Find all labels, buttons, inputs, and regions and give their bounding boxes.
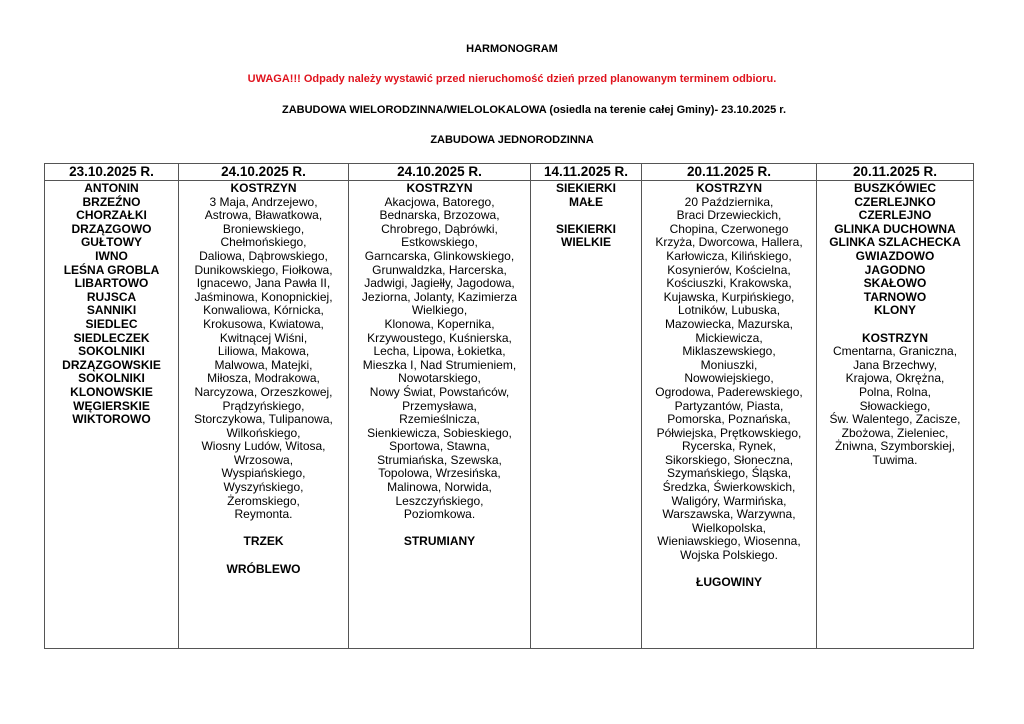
street-list-line: Wrzosowa, [233,452,294,467]
locality-name: BRZEŹNO [82,194,141,209]
locality-name: JAGODNO [864,262,926,277]
locality-name: IWNO [95,248,128,263]
locality-name: SOKOLNIKI [78,371,145,386]
header-row [45,164,974,181]
street-list-line: Lotników, Lubuska, [677,303,781,318]
street-list-line: Malinowa, Norwida, [387,480,492,495]
date-header: 23.10.2025 R. [45,164,179,181]
street-list-line: Nowy Świat, Powstańców, [369,384,510,399]
locality-name: WIELKIE [561,235,611,250]
street-list-line [642,563,816,577]
locality-name: LIBARTOWO [74,276,149,291]
street-list-line: Żeromskiego, [227,493,300,508]
street-list-line: Waligóry, Warmińska, [671,493,787,508]
street-list-line: Ogrodowa, Paderewskiego, [655,384,803,399]
locality-name: SANNIKI [86,303,137,318]
street-list-line [817,318,973,332]
locality-name: GUŁTOWY [80,235,143,250]
document-title: HARMONOGRAM [466,43,558,55]
street-list-line: Grunwaldzka, Harcerska, [372,262,507,277]
locality-name: KOSTRZYN [406,181,473,195]
street-list-line: Lecha, Lipowa, Łokietka, [373,344,506,359]
locality-name: MAŁE [569,194,603,209]
locality-name: TRZEK [243,534,284,549]
street-list-line: Wielkopolska, [691,520,767,535]
street-list-line: Średzka, Świerkowskich, [662,480,796,495]
single-family-heading: ZABUDOWA JEDNORODZINNA [430,134,594,146]
schedule-cell [642,181,817,649]
street-list-line: Akacjowa, Batorego, [384,194,495,209]
street-list-line: Polna, Rolna, [858,384,932,399]
street-list-line: Strumiańska, Szewska, [377,452,502,467]
locality-name: SOKOLNIKI [78,344,145,359]
street-list-line: Narcyzowa, Orzeszkowej, [194,384,333,399]
street-list-line: Cmentarna, Graniczna, [832,344,958,359]
date-header: 20.11.2025 R. [817,164,974,181]
street-list-line: Pomorska, Poznańska, [667,412,791,427]
locality-name: CZERLEJNO [858,208,932,223]
street-list-line: Poziomkowa. [403,507,476,522]
locality-name: SIEKIERKI [555,181,616,195]
street-list-line: Estkowskiego, [401,235,478,250]
street-list-line: Kujawska, Kurpińskiego, [663,289,795,304]
street-list-line: Mickiewicza, [695,330,763,345]
street-list-line: Mazowiecka, Mazurska, [664,316,794,331]
street-list-line [531,209,641,223]
street-list-line: Moniuszki, [700,357,758,372]
schedule-cell [179,181,349,649]
street-list-line: Krzyża, Dworcowa, Hallera, [655,235,803,250]
street-list-line: Wojska Polskiego. [680,548,778,563]
street-list-line: Wiosny Ludów, Witosa, [201,439,326,454]
date-header: 14.11.2025 R. [531,164,642,181]
body-row [45,181,974,649]
street-list-line: Wyszyńskiego, [223,480,304,495]
street-list-line: Klonowa, Kopernika, [384,316,495,331]
street-list-line: Bednarska, Brzozowa, [379,208,500,223]
street-list-line: Nowowiejskiego, [684,371,774,386]
locality-name: SKAŁOWO [863,276,927,291]
street-list-line: Astrowa, Bławatkowa, [204,208,323,223]
street-list-line: Leszczyńskiego, [395,493,484,508]
street-list-line: Rycerska, Rynek, [681,439,777,454]
street-list-line: Wilkońskiego, [226,425,301,440]
schedule-table [44,163,974,649]
street-list-line: Kwitnącej Wiśni, [219,330,308,345]
street-list-line: Jeziorna, Jolanty, Kazimierza [361,289,518,304]
locality-name: GWIAZDOWO [855,248,935,263]
locality-name: DRZĄZGOWSKIE [62,357,161,372]
street-list-line: Partyzantów, Piasta, [674,398,784,413]
street-list-line: Przemysława, [402,398,477,413]
street-list-line: Sportowa, Stawna, [389,439,490,454]
locality-name: WIKTOROWO [72,412,151,427]
street-list-line: Prądzyńskiego, [222,398,305,413]
multi-family-heading: ZABUDOWA WIELORODZINNA/WIELOLOKALOWA (osiedla na terenie całej Gminy)- 23.10.2025 r. [281,104,787,116]
locality-name: CHORZAŁKI [76,208,147,223]
locality-name: ŁUGOWINY [696,575,762,590]
street-list-line: Szymańskiego, Śląska, [666,466,792,481]
street-list-line: Żniwna, Szymborskiej, [834,439,956,454]
street-list-line: Karłowicza, Kilińskiego, [666,248,792,263]
locality-name: GLINKA DUCHOWNA [834,221,956,236]
street-list-line [179,549,348,563]
street-list-line: Ignacewo, Jana Pawła II, [196,276,331,291]
street-list-line: Krajowa, Okrężna, [845,371,945,386]
street-list-line: Jana Brzechwy, [853,357,937,372]
locality-name: CZERLEJNKO [854,194,936,209]
locality-name: SIEDLECZEK [73,330,150,345]
locality-name: SIEDLEC [85,316,138,331]
street-list-line: Wyspiańskiego, [221,466,306,481]
street-list-line: Braci Drzewieckich, [676,208,782,223]
locality-name: LEŚNA GROBLA [63,262,160,277]
locality-name: BUSZKÓWIEC [854,181,936,195]
street-list-line: Św. Walentego, Zacisze, [829,412,961,427]
street-list-line: Konwaliowa, Kórnicka, [203,303,324,318]
locality-name: WRÓBLEWO [226,561,301,576]
street-list-line: Dunikowskiego, Fiołkowa, [194,262,333,277]
street-list-line: Mieszka I, Nad Strumieniem, [362,357,517,372]
street-list-line: Tuwima. [872,452,918,467]
locality-name: GLINKA SZLACHECKA [829,235,961,250]
street-list-line: 20 Października, [684,194,774,209]
street-list-line: Rzemieślnicza, [399,412,480,427]
street-list-line: Garncarska, Glinkowskiego, [364,248,515,263]
street-list-line: Sienkiewicza, Sobieskiego, [367,425,512,440]
street-list-line: Daliowa, Dąbrowskiego, [199,248,328,263]
street-list-line: Chełmońskiego, [220,235,307,250]
street-list-line: Wieniawskiego, Wiosenna, [657,534,801,549]
street-list-line: Miklaszewskiego, [682,344,776,359]
locality-name: KOSTRZYN [862,330,928,345]
schedule-cell [531,181,642,649]
street-list-line: Topolowa, Wrzesińska, [378,466,501,481]
locality-name: DRZĄZGOWO [71,221,152,236]
street-list-line: Chrobrego, Dąbrówki, [381,221,498,236]
street-list-line: Półwiejska, Prętkowskiego, [656,425,802,440]
street-list-line [349,522,530,536]
street-list-line: Broniewskiego, [222,221,305,236]
date-header: 20.11.2025 R. [642,164,817,181]
schedule-cell [817,181,974,649]
street-list-line: 3 Maja, Andrzejewo, [209,194,318,209]
locality-name: STRUMIANY [403,534,476,549]
locality-name: SIEKIERKI [555,221,616,236]
date-header: 24.10.2025 R. [179,164,349,181]
street-list-line: Warszawska, Warzywna, [662,507,796,522]
street-list-line: Kościuszki, Krakowska, [666,276,792,291]
locality-name: RUJSCA [86,289,137,304]
street-list-line: Jaśminowa, Konopnickiej, [194,289,333,304]
locality-name: KOSTRZYN [230,181,297,195]
locality-name: KLONY [874,303,916,318]
street-list-line: Zbożowa, Zieleniec, [841,425,949,440]
street-list-line: Malwowa, Matejki, [214,357,313,372]
street-list-line: Wielkiego, [411,303,468,318]
street-list-line: Miłosza, Modrakowa, [207,371,320,386]
street-list-line: Krokusowa, Kwiatowa, [203,316,324,331]
street-list-line: Liliowa, Makowa, [217,344,310,359]
street-list-line: Reymonta. [234,507,293,522]
street-list-line: Storczykowa, Tulipanowa, [194,412,333,427]
schedule-cell [349,181,531,649]
street-list-line: Jadwigi, Jagiełły, Jagodowa, [364,276,515,291]
locality-name: WĘGIERSKIE [73,398,150,413]
street-list-line: Nowotarskiego, [398,371,481,386]
street-list-line: Słowackiego, [859,398,931,413]
date-header: 24.10.2025 R. [349,164,531,181]
locality-name: KOSTRZYN [696,181,762,195]
locality-name: ANTONIN [84,181,139,195]
warning-notice: UWAGA!!! Odpady należy wystawić przed nieruchomość dzień przed planowanym terminem odbioru. [247,73,777,85]
street-list-line [179,522,348,536]
street-list-line: Krzywoustego, Kuśnierska, [367,330,512,345]
schedule-cell [45,181,179,649]
street-list-line: Chopina, Czerwonego [669,221,789,236]
street-list-line: Sikorskiego, Słoneczna, [664,452,794,467]
locality-name: KLONOWSKIE [70,384,153,399]
street-list-line: Kosynierów, Kościelna, [667,262,791,277]
locality-name: TARNOWO [863,289,927,304]
